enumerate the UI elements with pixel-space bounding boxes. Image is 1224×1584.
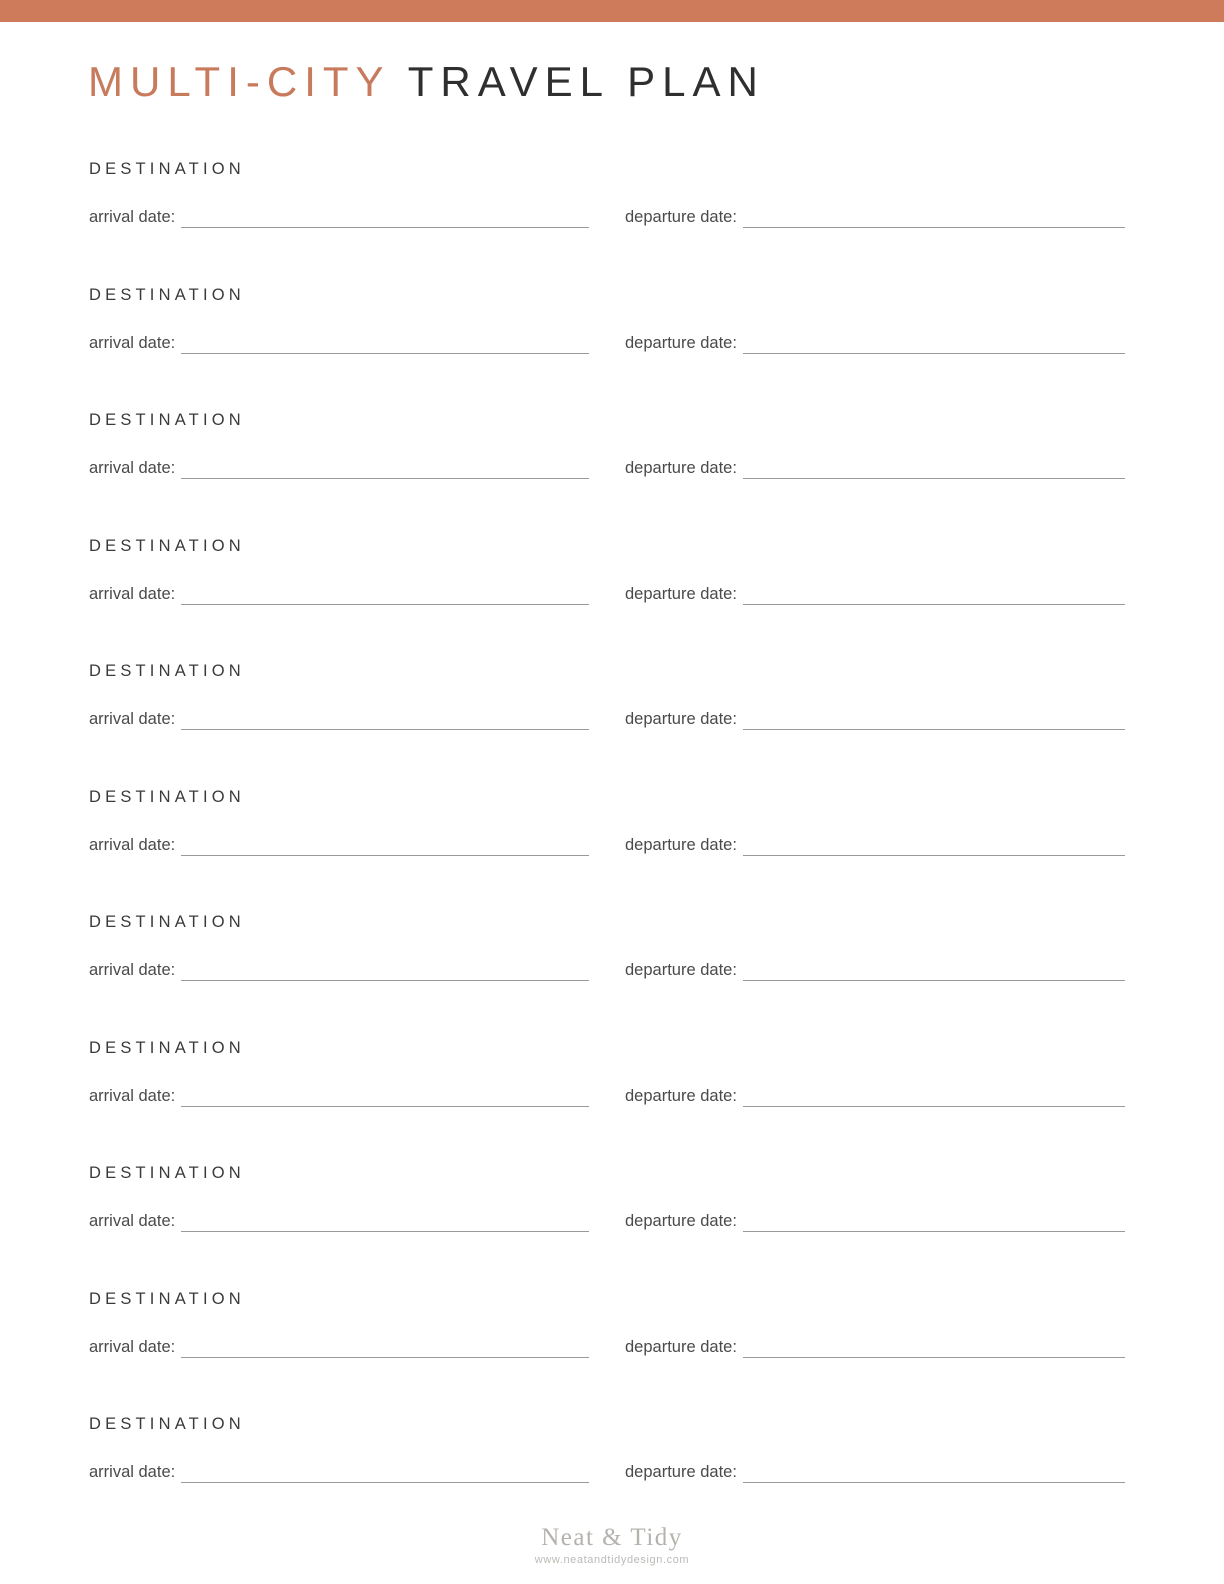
page-title bbox=[88, 58, 765, 106]
departure-date-field[interactable] bbox=[625, 333, 1125, 354]
arrival-date-field[interactable] bbox=[89, 1086, 589, 1107]
destination-label: DESTINATION bbox=[89, 1415, 245, 1433]
departure-date-field[interactable] bbox=[625, 1086, 1125, 1107]
arrival-date-label: arrival date: bbox=[89, 333, 176, 352]
arrival-date-label: arrival date: bbox=[89, 208, 176, 226]
destination-label: DESTINATION bbox=[89, 285, 245, 304]
departure-date-label: departure date: bbox=[625, 835, 737, 854]
destination-row bbox=[0, 1280, 1224, 1406]
departure-date-input[interactable] bbox=[743, 584, 1125, 605]
departure-date-field[interactable] bbox=[625, 1211, 1125, 1232]
arrival-date-label: arrival date: bbox=[89, 961, 176, 979]
arrival-date-label: arrival date: bbox=[89, 584, 176, 603]
travel-plan-page bbox=[0, 22, 1224, 1584]
destination-row bbox=[0, 150, 1224, 276]
footer-brand: Neat & Tidy bbox=[541, 1524, 683, 1551]
arrival-date-field[interactable] bbox=[89, 458, 589, 479]
destination-label: DESTINATION bbox=[89, 411, 245, 429]
departure-date-input[interactable] bbox=[743, 207, 1125, 228]
departure-date-input[interactable] bbox=[743, 333, 1125, 354]
arrival-date-field[interactable] bbox=[89, 960, 589, 981]
arrival-date-label: arrival date: bbox=[89, 459, 176, 477]
footer-url: www.neatandtidydesign.com bbox=[534, 1554, 690, 1566]
arrival-date-field[interactable] bbox=[89, 584, 589, 605]
arrival-date-input[interactable] bbox=[181, 1337, 589, 1358]
destination-label: DESTINATION bbox=[89, 787, 245, 806]
page-title-rest: TRAVEL PLAN bbox=[407, 58, 765, 105]
destination-row bbox=[0, 527, 1224, 653]
destination-row bbox=[0, 652, 1224, 778]
departure-date-field[interactable] bbox=[625, 835, 1125, 856]
arrival-date-input[interactable] bbox=[181, 1462, 589, 1483]
destination-label: DESTINATION bbox=[89, 1289, 245, 1308]
destination-label: DESTINATION bbox=[89, 536, 245, 555]
arrival-date-input[interactable] bbox=[181, 333, 589, 354]
arrival-date-field[interactable] bbox=[89, 709, 589, 730]
departure-date-input[interactable] bbox=[743, 458, 1125, 479]
destination-label: DESTINATION bbox=[89, 662, 245, 680]
arrival-date-input[interactable] bbox=[181, 709, 589, 730]
departure-date-label: departure date: bbox=[625, 1337, 737, 1356]
departure-date-field[interactable] bbox=[625, 1462, 1125, 1483]
destination-label: DESTINATION bbox=[89, 913, 245, 931]
destination-row bbox=[0, 401, 1224, 527]
destination-row bbox=[0, 903, 1224, 1029]
destination-row bbox=[0, 1154, 1224, 1280]
accent-top-bar bbox=[0, 0, 1224, 22]
arrival-date-input[interactable] bbox=[181, 207, 589, 228]
footer bbox=[0, 1524, 1224, 1566]
departure-date-label: departure date: bbox=[625, 584, 737, 603]
departure-date-input[interactable] bbox=[743, 960, 1125, 981]
arrival-date-input[interactable] bbox=[181, 584, 589, 605]
departure-date-input[interactable] bbox=[743, 835, 1125, 856]
arrival-date-input[interactable] bbox=[181, 960, 589, 981]
arrival-date-label: arrival date: bbox=[89, 1463, 176, 1481]
departure-date-label: departure date: bbox=[625, 459, 737, 477]
arrival-date-label: arrival date: bbox=[89, 1086, 176, 1105]
arrival-date-label: arrival date: bbox=[89, 835, 176, 854]
arrival-date-label: arrival date: bbox=[89, 1212, 176, 1230]
arrival-date-label: arrival date: bbox=[89, 1337, 176, 1356]
departure-date-field[interactable] bbox=[625, 709, 1125, 730]
arrival-date-field[interactable] bbox=[89, 1337, 589, 1358]
departure-date-field[interactable] bbox=[625, 207, 1125, 228]
departure-date-label: departure date: bbox=[625, 208, 737, 226]
departure-date-field[interactable] bbox=[625, 1337, 1125, 1358]
arrival-date-field[interactable] bbox=[89, 1462, 589, 1483]
departure-date-label: departure date: bbox=[625, 961, 737, 979]
destination-row bbox=[0, 1029, 1224, 1155]
departure-date-field[interactable] bbox=[625, 960, 1125, 981]
departure-date-label: departure date: bbox=[625, 1463, 737, 1481]
departure-date-input[interactable] bbox=[743, 1337, 1125, 1358]
arrival-date-field[interactable] bbox=[89, 835, 589, 856]
departure-date-input[interactable] bbox=[743, 1211, 1125, 1232]
departure-date-field[interactable] bbox=[625, 584, 1125, 605]
destination-rows bbox=[0, 150, 1224, 1531]
departure-date-field[interactable] bbox=[625, 458, 1125, 479]
arrival-date-input[interactable] bbox=[181, 1086, 589, 1107]
departure-date-input[interactable] bbox=[743, 1462, 1125, 1483]
departure-date-label: departure date: bbox=[625, 1086, 737, 1105]
arrival-date-input[interactable] bbox=[181, 835, 589, 856]
departure-date-input[interactable] bbox=[743, 1086, 1125, 1107]
arrival-date-field[interactable] bbox=[89, 207, 589, 228]
destination-row bbox=[0, 778, 1224, 904]
destination-label: DESTINATION bbox=[89, 1164, 245, 1182]
arrival-date-input[interactable] bbox=[181, 1211, 589, 1232]
departure-date-input[interactable] bbox=[743, 709, 1125, 730]
arrival-date-label: arrival date: bbox=[89, 710, 176, 728]
departure-date-label: departure date: bbox=[625, 710, 737, 728]
arrival-date-field[interactable] bbox=[89, 333, 589, 354]
arrival-date-input[interactable] bbox=[181, 458, 589, 479]
destination-row bbox=[0, 276, 1224, 402]
arrival-date-field[interactable] bbox=[89, 1211, 589, 1232]
destination-label: DESTINATION bbox=[89, 1038, 245, 1057]
departure-date-label: departure date: bbox=[625, 1212, 737, 1230]
departure-date-label: departure date: bbox=[625, 333, 737, 352]
page-title-accent: MULTI-CITY bbox=[88, 58, 390, 105]
destination-row bbox=[0, 1405, 1224, 1531]
destination-label: DESTINATION bbox=[89, 160, 245, 178]
